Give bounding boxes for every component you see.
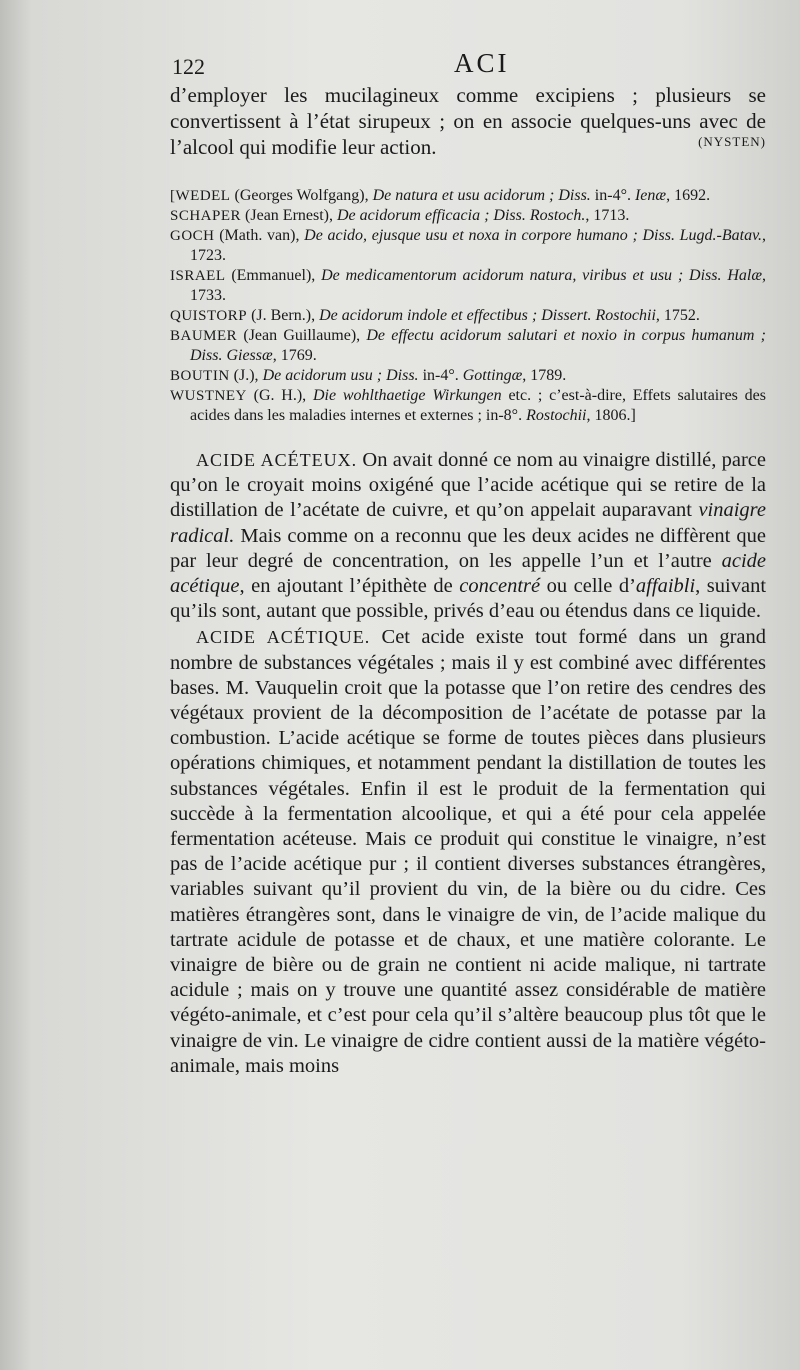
ref-title: De acidorum efficacia ; Diss. Rostoch. <box>337 207 586 224</box>
ref-rest: in-4°. <box>418 367 463 384</box>
ref-detail: (Jean Ernest), <box>241 207 337 224</box>
ref-rest: in-4°. <box>590 187 635 204</box>
ref-year: , 1789. <box>522 367 567 384</box>
page-header <box>172 48 772 78</box>
reference-entry <box>170 206 766 226</box>
ref-author: GOCH <box>170 228 215 244</box>
ref-author: WUSTNEY <box>170 388 247 404</box>
ref-author: [WEDEL <box>170 188 231 204</box>
entry-text: Cet acide existe tout formé dans un grand nombre de substances végétales ; mais il y est combiné avec différentes bases. M. Vauquelin croit que la potasse que l’on retire des cendres des végétaux provient de la décomposition de l’acétate de potasse par la combustion. L’acide acétique se forme de toutes pièces dans plusieurs opérations chimiques, et notamment pendant la distillation de toutes les substances végétales. Enfin il est le produit de la fermentation qui succède à la fermentation alcoolique, et qui a été pour cela appelée fermentation acéteuse. Mais ce produit qui constitue le vinaigre, n’est pas de l’acide acétique pur ; il contient diverses substances étrangères, variables suivant qu’il provient du vin, de la bière ou du cidre. Ces matières étrangères sont, dans le vinaigre de vin, de l’acide malique du tartrate acidule de potasse et de chaux, et une matière colorante. Le vinaigre de bière ou de grain ne contient ni acide malique, ni tartrate acidule ; mais on y trouve une quantité assez considérable de matière végéto-animale, et c’est pour cela qu’il s’altère beaucoup plus tôt que le vinaigre de vin. Le vinaigre de cidre contient aussi de la matière végéto-animale, mais moins <box>170 626 767 1077</box>
ref-title: De effectu acidorum salutari et noxio in corpus humanum ; Diss. Giessæ <box>190 327 766 364</box>
ref-place: Rostochii <box>526 407 587 424</box>
ref-detail: (J.), <box>229 367 263 384</box>
entry-term: ACIDE ACÉTIQUE. <box>196 627 371 648</box>
ref-year: , 1752. <box>655 307 700 324</box>
ref-title: De acidorum usu ; Diss. <box>262 367 419 384</box>
entry-acide-aceteux <box>170 448 766 624</box>
entry-text: On avait donné ce nom au vinaigre distillé, parce qu’on le croyait moins oxigéné que l’acide acétique qui se retire de la distillation de l’acétate de cuivre, et qu’on appelait auparavant <box>170 449 766 522</box>
reference-entry <box>170 386 766 426</box>
reference-entry <box>170 226 766 266</box>
ref-title: De medicamentorum acidorum natura, viribus et usu ; Diss. Halæ <box>321 267 762 284</box>
running-head: ACI <box>454 48 510 78</box>
ref-title: De natura et usu acidorum ; Diss. <box>372 187 591 204</box>
ref-detail: (J. Bern.), <box>247 307 320 324</box>
reference-entry <box>170 326 766 366</box>
reference-entry <box>170 306 766 326</box>
ref-year: , 1692. <box>666 187 711 204</box>
page-body <box>170 82 766 1080</box>
entry-italic: vinaigre radical. <box>170 499 766 547</box>
reference-entry <box>170 366 766 386</box>
entry-italic: affaibli <box>635 575 696 598</box>
ref-year: , 1769. <box>272 347 317 364</box>
ref-author: QUISTORP <box>170 308 248 324</box>
ref-detail: (Jean Guillaume), <box>237 327 367 344</box>
ref-detail: (Math. van), <box>214 227 305 244</box>
ref-author: SCHAPER <box>170 208 242 224</box>
page-number: 122 <box>172 54 205 79</box>
entry-acide-acetique <box>170 625 766 1079</box>
entry-italic: concentré <box>459 575 541 598</box>
reference-entry <box>170 266 766 306</box>
ref-author: ISRAEL <box>170 268 226 284</box>
ref-detail: (Emmanuel), <box>225 267 322 284</box>
entry-text: Mais comme on a reconnu que les deux acides ne diffèrent que par leur degré de concentration, on les appelle l’un et l’autre <box>170 524 766 572</box>
ref-year: , 1723. <box>190 227 767 264</box>
entry-text: ou celle d’ <box>540 575 636 598</box>
ref-place: Ienæ <box>634 187 667 204</box>
entry-term: ACIDE ACÉTEUX. <box>196 450 358 470</box>
bibliography <box>170 186 766 426</box>
ref-place: Gottingæ <box>462 367 523 384</box>
entry-text: , suivant qu’ils sont, autant que possible, privés d’eau ou étendus dans ce liquide. <box>170 575 767 623</box>
ref-title: De acidorum indole et effectibus ; Dissert. Rostochii <box>319 307 656 324</box>
author-signature: (NYSTEN) <box>698 134 766 149</box>
ref-detail: (Georges Wolfgang), <box>230 187 373 204</box>
ref-author: BAUMER <box>170 328 238 344</box>
reference-entry <box>170 186 766 206</box>
main-text <box>170 448 766 1079</box>
entry-italic: acide acétique <box>170 549 766 598</box>
ref-title: De acido, ejusque usu et noxa in corpore humano ; Diss. Lugd.-Batav. <box>304 227 763 244</box>
top-paragraph-text: d’employer les mucilagineux comme excipiens ; plusieurs se convertissent à l’état sirupeux ; on en associe quelques-uns avec de l’alcool qui modifie leur action. <box>170 83 766 159</box>
ref-year: , 1713. <box>585 207 630 224</box>
ref-author: BOUTIN <box>170 368 230 384</box>
ref-detail: (G. H.), <box>246 387 313 404</box>
entry-text: , en ajoutant l’épithète de <box>239 575 460 598</box>
ref-year: , 1806.] <box>586 407 636 424</box>
ref-title: Die wohlthaetige Wirkungen <box>312 387 502 404</box>
ref-year: , 1733. <box>190 267 766 304</box>
ref-rest: etc. ; c’est-à-dire, Effets salutaires des acides dans les maladies internes et externes ; in-8°. <box>190 387 767 424</box>
